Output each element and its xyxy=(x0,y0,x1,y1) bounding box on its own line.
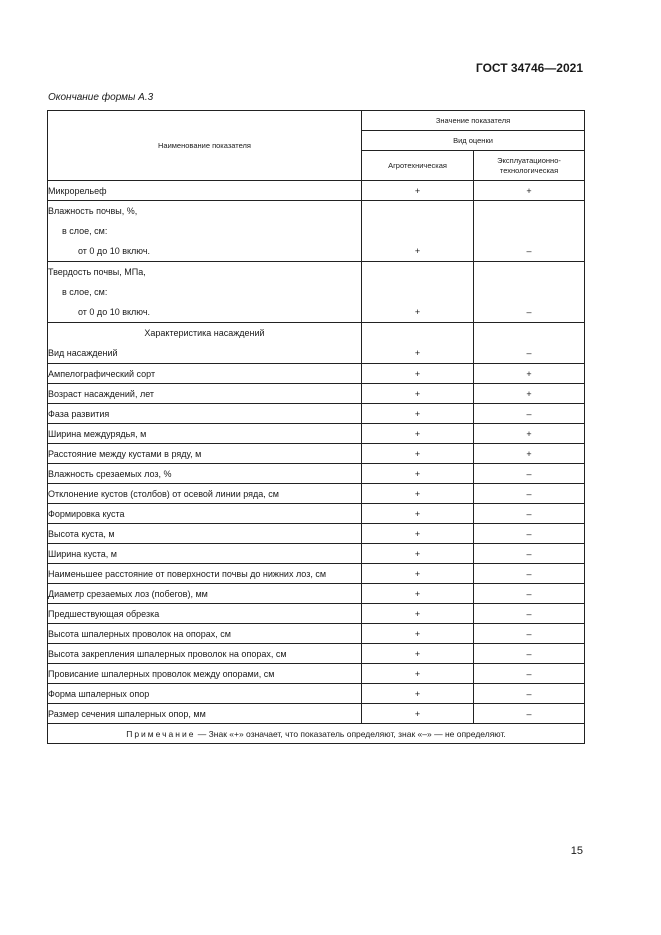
row-name: Формировка куста xyxy=(48,504,362,524)
agro-mark: + xyxy=(362,464,474,484)
row-line: Твердость почвы, МПа, xyxy=(48,267,146,277)
exploit-mark: – xyxy=(474,262,585,323)
table-row xyxy=(48,624,585,644)
agro-mark: + xyxy=(362,704,474,724)
row-name: Отклонение кустов (столбов) от осевой линии ряда, см xyxy=(48,484,362,504)
exploit-mark: – xyxy=(474,504,585,524)
agro-mark: + xyxy=(362,584,474,604)
row-name: Фаза развития xyxy=(48,404,362,424)
agro-mark: + xyxy=(362,684,474,704)
document-code: ГОСТ 34746—2021 xyxy=(475,61,583,75)
agro-mark: + xyxy=(362,644,474,664)
table-note xyxy=(48,724,585,744)
row-line: в слое, см: xyxy=(62,226,108,236)
row-name: Провисание шпалерных проволок между опорами, см xyxy=(48,664,362,684)
agro-mark: + xyxy=(362,624,474,644)
row-name: Предшествующая обрезка xyxy=(48,604,362,624)
table-row xyxy=(48,584,585,604)
exploit-mark: – xyxy=(474,464,585,484)
table-row xyxy=(48,704,585,724)
exploit-mark: – xyxy=(474,323,585,364)
agro-mark: + xyxy=(362,323,474,364)
exploit-mark: – xyxy=(474,484,585,504)
row-line: Влажность почвы, %, xyxy=(48,206,138,216)
agro-mark: + xyxy=(362,544,474,564)
section-title: Характеристика насаждений xyxy=(144,328,265,338)
row-name: Высота шпалерных проволок на опорах, см xyxy=(48,624,362,644)
table-row xyxy=(48,484,585,504)
exploit-mark: – xyxy=(474,524,585,544)
row-name: Возраст насаждений, лет xyxy=(48,384,362,404)
exploit-mark: – xyxy=(474,664,585,684)
row-name: Наименьшее расстояние от поверхности почвы до нижних лоз, см xyxy=(48,564,362,584)
exploit-mark: – xyxy=(474,644,585,664)
agro-mark: + xyxy=(362,364,474,384)
row-line: от 0 до 10 включ. xyxy=(78,246,151,256)
exploit-mark: – xyxy=(474,201,585,262)
agro-mark: + xyxy=(362,444,474,464)
table-row xyxy=(48,564,585,584)
exploit-mark: – xyxy=(474,404,585,424)
table-row xyxy=(48,181,585,201)
row-name xyxy=(48,201,362,262)
table-row xyxy=(48,323,585,364)
row-name: Форма шпалерных опор xyxy=(48,684,362,704)
agro-mark: + xyxy=(362,424,474,444)
table-row xyxy=(48,544,585,564)
table-row xyxy=(48,644,585,664)
exploit-mark: – xyxy=(474,624,585,644)
agro-mark: + xyxy=(362,564,474,584)
exploit-mark: – xyxy=(474,544,585,564)
table-row xyxy=(48,464,585,484)
table-row xyxy=(48,504,585,524)
agro-mark: + xyxy=(362,524,474,544)
header-agro: Агротехническая xyxy=(362,151,474,181)
row-name: Высота закрепления шпалерных проволок на опорах, см xyxy=(48,644,362,664)
page-number: 15 xyxy=(570,845,583,857)
table-row xyxy=(48,384,585,404)
row-line: Вид насаждений xyxy=(48,348,118,358)
row-name xyxy=(48,323,362,364)
table-row xyxy=(48,444,585,464)
header-exploit: Эксплуатационно-технологическая xyxy=(474,151,585,181)
row-name: Микрорельеф xyxy=(48,181,362,201)
row-name: Размер сечения шпалерных опор, мм xyxy=(48,704,362,724)
header-indicator-value: Значение показателя xyxy=(362,111,585,131)
row-name: Высота куста, м xyxy=(48,524,362,544)
row-line: от 0 до 10 включ. xyxy=(78,307,151,317)
table-row xyxy=(48,424,585,444)
header-assessment-type: Вид оценки xyxy=(362,131,585,151)
agro-mark: + xyxy=(362,484,474,504)
agro-mark: + xyxy=(362,604,474,624)
table-row xyxy=(48,262,585,323)
exploit-mark: – xyxy=(474,684,585,704)
agro-mark: + xyxy=(362,664,474,684)
exploit-mark: – xyxy=(474,584,585,604)
table-row xyxy=(48,664,585,684)
row-name: Расстояние между кустами в ряду, м xyxy=(48,444,362,464)
table-row xyxy=(48,404,585,424)
note-text: — Знак «+» означает, что показатель определяют, знак «–» — не определяют. xyxy=(195,728,506,739)
row-name: Влажность срезаемых лоз, % xyxy=(48,464,362,484)
indicators-table xyxy=(47,110,585,744)
agro-mark: + xyxy=(362,384,474,404)
table-row xyxy=(48,364,585,384)
exploit-mark: + xyxy=(474,181,585,201)
agro-mark: + xyxy=(362,181,474,201)
exploit-mark: – xyxy=(474,704,585,724)
row-name: Ширина междурядья, м xyxy=(48,424,362,444)
agro-mark: + xyxy=(362,404,474,424)
header-indicator-name: Наименование показателя xyxy=(48,111,362,181)
agro-mark: + xyxy=(362,262,474,323)
form-caption: Окончание формы А.3 xyxy=(48,92,154,103)
exploit-mark: + xyxy=(474,384,585,404)
table-row xyxy=(48,604,585,624)
table-row xyxy=(48,524,585,544)
row-line: в слое, см: xyxy=(62,287,108,297)
row-name: Ширина куста, м xyxy=(48,544,362,564)
exploit-mark: + xyxy=(474,444,585,464)
row-name: Ампелографический сорт xyxy=(48,364,362,384)
exploit-mark: + xyxy=(474,364,585,384)
row-name: Диаметр срезаемых лоз (побегов), мм xyxy=(48,584,362,604)
agro-mark: + xyxy=(362,504,474,524)
exploit-mark: – xyxy=(474,564,585,584)
agro-mark: + xyxy=(362,201,474,262)
row-name xyxy=(48,262,362,323)
table-row xyxy=(48,201,585,262)
exploit-mark: + xyxy=(474,424,585,444)
note-prefix: Примечание xyxy=(126,728,196,739)
table-row xyxy=(48,684,585,704)
exploit-mark: – xyxy=(474,604,585,624)
